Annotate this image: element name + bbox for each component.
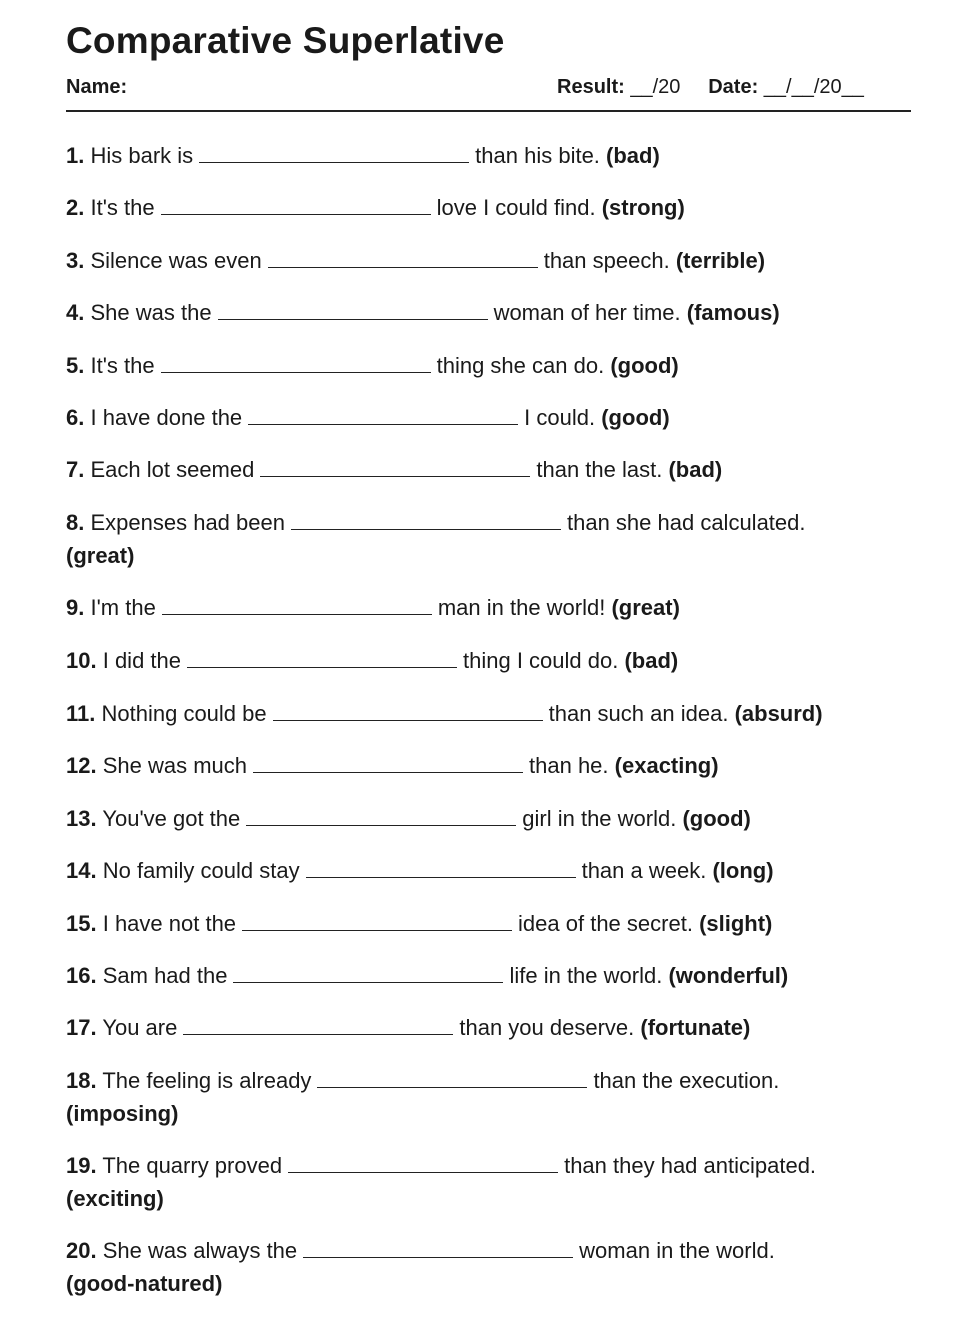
question-text-after: man in the world!	[437, 595, 606, 620]
question-number: 4.	[66, 300, 85, 325]
question-text-after: than she had calculated.	[566, 510, 806, 535]
answer-blank[interactable]	[162, 592, 432, 615]
question-number: 18.	[66, 1068, 97, 1093]
question-number: 17.	[66, 1015, 97, 1040]
name-label: Name:	[66, 76, 128, 98]
word-hint: (bad)	[624, 648, 679, 673]
word-hint: (strong)	[601, 195, 685, 220]
word-hint: (slight)	[699, 911, 773, 936]
question-text-after: idea of the secret.	[518, 911, 693, 936]
result-date-header	[557, 76, 864, 99]
question-text-before: You are	[102, 1015, 178, 1040]
word-hint: (terrible)	[675, 248, 766, 273]
question-text-after: than a week.	[581, 858, 707, 883]
question-text-after: life in the world.	[509, 963, 663, 988]
question-number: 20.	[66, 1238, 97, 1263]
word-hint: (exciting)	[66, 1186, 164, 1211]
answer-blank[interactable]	[161, 350, 431, 373]
question-text-after: than such an idea.	[548, 701, 729, 726]
question-text-after: love I could find.	[436, 195, 596, 220]
question-text-before: You've got the	[102, 806, 241, 831]
word-hint: (good)	[610, 353, 679, 378]
question-text-before: Expenses had been	[90, 510, 285, 535]
question-number: 13.	[66, 806, 97, 831]
answer-blank[interactable]	[242, 908, 512, 931]
question-item	[66, 401, 926, 434]
question-number: 7.	[66, 457, 85, 482]
question-item	[66, 506, 896, 572]
question-number: 6.	[66, 405, 85, 430]
word-hint: (good)	[682, 806, 751, 831]
question-item	[66, 907, 926, 940]
question-text-after: woman of her time.	[493, 300, 681, 325]
word-hint: (good)	[601, 405, 670, 430]
question-item	[66, 244, 926, 277]
question-text-before: Nothing could be	[101, 701, 267, 726]
answer-blank[interactable]	[268, 245, 538, 268]
question-item	[66, 1011, 926, 1044]
answer-blank[interactable]	[218, 297, 488, 320]
question-number: 9.	[66, 595, 85, 620]
answer-blank[interactable]	[248, 402, 518, 425]
question-text-after: than you deserve.	[459, 1015, 635, 1040]
answer-blank[interactable]	[187, 645, 457, 668]
question-item	[66, 749, 926, 782]
answer-blank[interactable]	[183, 1012, 453, 1035]
answer-blank[interactable]	[306, 855, 576, 878]
question-item	[66, 644, 926, 677]
question-text-before: I have not the	[102, 911, 237, 936]
question-item	[66, 1064, 896, 1130]
question-item	[66, 1149, 896, 1215]
question-text-before: I have done the	[90, 405, 243, 430]
answer-blank[interactable]	[260, 454, 530, 477]
question-text-after: woman in the world.	[579, 1238, 775, 1263]
word-hint: (long)	[712, 858, 774, 883]
question-text-after: than speech.	[543, 248, 670, 273]
question-item	[66, 296, 926, 329]
word-hint: (famous)	[686, 300, 780, 325]
question-number: 16.	[66, 963, 97, 988]
question-text-before: I did the	[102, 648, 181, 673]
question-text-before: The quarry proved	[102, 1153, 283, 1178]
question-item	[66, 959, 926, 992]
question-text-before: His bark is	[90, 143, 194, 168]
date-label: Date:	[708, 76, 759, 98]
question-text-before: I'm the	[90, 595, 156, 620]
question-number: 11.	[66, 701, 96, 726]
question-text-before: It's the	[90, 353, 155, 378]
question-item	[66, 349, 926, 382]
word-hint: (wonderful)	[668, 963, 789, 988]
answer-blank[interactable]	[291, 507, 561, 530]
question-item	[66, 1234, 896, 1300]
question-text-after: girl in the world.	[522, 806, 677, 831]
question-number: 3.	[66, 248, 85, 273]
word-hint: (great)	[66, 543, 135, 568]
question-text-before: Each lot seemed	[90, 457, 255, 482]
question-text-after: than his bite.	[475, 143, 600, 168]
word-hint: (bad)	[606, 143, 660, 168]
answer-blank[interactable]	[303, 1235, 573, 1258]
question-text-after: I could.	[524, 405, 596, 430]
question-number: 5.	[66, 353, 85, 378]
answer-blank[interactable]	[246, 803, 516, 826]
question-text-before: It's the	[90, 195, 155, 220]
result-label: Result:	[557, 76, 625, 98]
question-number: 1.	[66, 143, 85, 168]
question-number: 10.	[66, 648, 97, 673]
question-number: 15.	[66, 911, 97, 936]
question-number: 2.	[66, 195, 85, 220]
page-title: Comparative Superlative	[66, 20, 505, 61]
question-item	[66, 802, 926, 835]
question-text-before: The feeling is already	[102, 1068, 312, 1093]
question-text-before: Silence was even	[90, 248, 262, 273]
question-number: 19.	[66, 1153, 97, 1178]
question-text-before: Sam had the	[102, 963, 228, 988]
word-hint: (bad)	[668, 457, 723, 482]
answer-blank[interactable]	[161, 192, 431, 215]
question-text-after: than the execution.	[593, 1068, 780, 1093]
question-text-before: No family could stay	[102, 858, 300, 883]
word-hint: (good-natured)	[66, 1271, 223, 1296]
word-hint: (great)	[611, 595, 680, 620]
result-value: __/20	[630, 76, 681, 98]
question-text-before: She was the	[90, 300, 212, 325]
word-hint: (fortunate)	[640, 1015, 751, 1040]
question-text-after: thing she can do.	[436, 353, 605, 378]
word-hint: (absurd)	[734, 701, 823, 726]
date-value: __/__/20__	[763, 76, 864, 98]
answer-blank[interactable]	[253, 750, 523, 773]
answer-blank[interactable]	[288, 1150, 558, 1173]
word-hint: (imposing)	[66, 1101, 179, 1126]
question-text-after: than he.	[529, 753, 609, 778]
answer-blank[interactable]	[317, 1065, 587, 1088]
question-item	[66, 139, 926, 172]
question-number: 8.	[66, 510, 85, 535]
question-number: 12.	[66, 753, 97, 778]
question-item	[66, 697, 926, 730]
question-text-after: thing I could do.	[463, 648, 619, 673]
answer-blank[interactable]	[233, 960, 503, 983]
answer-blank[interactable]	[273, 698, 543, 721]
question-text-before: She was always the	[102, 1238, 298, 1263]
question-text-before: She was much	[102, 753, 248, 778]
question-item	[66, 854, 926, 887]
question-text-after: than they had anticipated.	[564, 1153, 817, 1178]
header-divider	[66, 110, 911, 112]
question-item	[66, 191, 926, 224]
question-number: 14.	[66, 858, 97, 883]
question-item	[66, 591, 926, 624]
answer-blank[interactable]	[199, 140, 469, 163]
question-item	[66, 453, 926, 486]
question-text-after: than the last.	[536, 457, 663, 482]
word-hint: (exacting)	[614, 753, 719, 778]
